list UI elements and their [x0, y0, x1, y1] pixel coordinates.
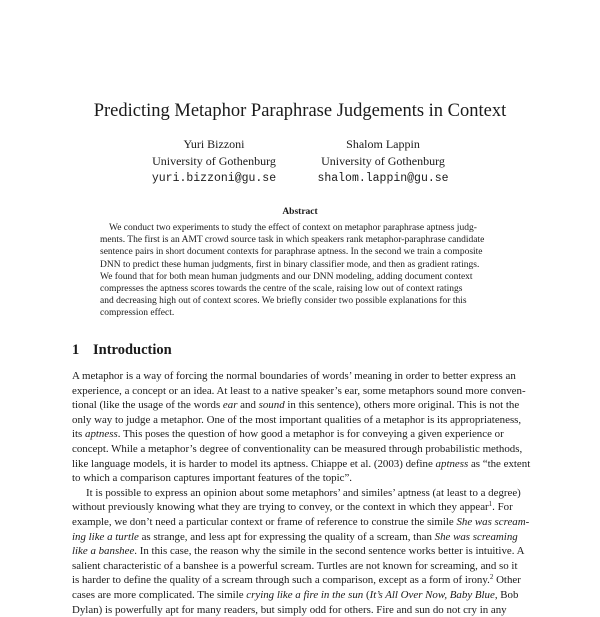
para2-line: [72, 515, 529, 530]
author-block-2: [283, 136, 483, 187]
para2-line: salient characteristic of a banshee is a powerful scream. Turtles are not known for screaming, and so it: [72, 559, 529, 574]
para1-line: only way to judge a metaphor. One of the most important qualities of a metaphor is its appropriateness,: [72, 413, 529, 428]
para2-line: Dylan) is powerfully apt for many readers, but simply odd for others. Fire and sun do not cry in any: [72, 603, 529, 617]
text-run: example, we don’t need a particular context or frame of reference to construe the simile: [72, 516, 456, 528]
abstract-line: sentence pairs in short document contexts for paraphrase aptness. In the second we train a composite: [100, 246, 500, 258]
emphasis: aptness: [85, 428, 118, 440]
text-run: , Bob: [495, 589, 519, 601]
text-run: its: [72, 428, 85, 440]
footnote-marker[interactable]: 2: [490, 573, 494, 581]
author-name: Shalom Lappin: [283, 136, 483, 153]
text-run: cases are more complicated. The simile: [72, 589, 246, 601]
emphasis: sound: [259, 399, 285, 411]
abstract-line: and decreasing high out of context scores. We briefly consider two possible explanations for this: [100, 295, 500, 307]
para1-line: [72, 398, 529, 413]
footnote-marker[interactable]: 1: [489, 500, 493, 508]
para1-line: [72, 457, 529, 472]
text-run: tional (like the usage of the words: [72, 399, 223, 411]
abstract-text: [100, 222, 500, 320]
abstract-line: compresses the aptness scores towards the centre of the scale, raising low out of context ratings: [100, 283, 500, 295]
text-run: without previously knowing what they are trying to convey, or the context in which they appear: [72, 501, 489, 513]
author-name: Yuri Bizzoni: [114, 136, 314, 153]
text-run: . This poses the question of how good a metaphor is for conveying a given experience or: [118, 428, 504, 440]
text-run: like language models, it is harder to model its aptness. Chiappe et al. (2003) define: [72, 458, 436, 470]
para2-line: [72, 544, 529, 559]
para1-line: [72, 427, 529, 442]
abstract-heading: Abstract: [0, 206, 600, 218]
emphasis: crying like a fire in the sun: [246, 589, 363, 601]
emphasis: It’s All Over Now, Baby Blue: [370, 589, 495, 601]
para2-line: [72, 573, 529, 588]
body-text: [72, 369, 529, 617]
para1-line: experience, a concept or an idea. At least to a native speaker’s ear, some metaphors sound more conven-: [72, 384, 529, 399]
abstract-line: We found that for both mean human judgments and our DNN modeling, adding document context: [100, 271, 500, 283]
para2-line: [72, 530, 529, 545]
section-title: Introduction: [93, 342, 172, 358]
text-run: as strange, and less apt for expressing the quality of a scream, than: [139, 531, 435, 543]
para1-line: concept. While a metaphor’s degree of conventionality can be measured through probabilistic methods,: [72, 442, 529, 457]
author-affiliation: University of Gothenburg: [114, 153, 314, 170]
para2-line: [72, 588, 529, 603]
abstract-line: We conduct two experiments to study the effect of context on metaphor paraphrase aptness judg-: [100, 222, 500, 234]
para2-line: [72, 500, 529, 515]
para1-line: to which a comparison captures important features of the topic”.: [72, 471, 529, 486]
text-run: . For: [492, 501, 513, 513]
text-run: and: [237, 399, 258, 411]
para1-line: A metaphor is a way of forcing the normal boundaries of words’ meaning in order to better express an: [72, 369, 529, 384]
text-run: Other: [493, 574, 521, 586]
author-affiliation: University of Gothenburg: [283, 153, 483, 170]
para2-line: It is possible to express an opinion about some metaphors’ and similes’ aptness (at least to a degree): [72, 486, 529, 501]
abstract-line: compression effect.: [100, 307, 500, 319]
abstract-line: DNN to predict these human judgments, first in binary classifier mode, and then as gradient ratings.: [100, 259, 500, 271]
text-run: . In this case, the reason why the simile in the second sentence works better is intuitive. A: [134, 545, 524, 557]
abstract-line: ments. The first is an AMT crowd source task in which speakers rank metaphor-paraphrase candidate: [100, 234, 500, 246]
emphasis: She was screaming: [435, 531, 518, 543]
text-run: in this sentence), others more original. This is not the: [285, 399, 520, 411]
paper-title: Predicting Metaphor Paraphrase Judgements in Context: [0, 99, 600, 123]
emphasis: aptness: [436, 458, 469, 470]
section-heading: [72, 341, 172, 359]
text-run: as “the extent: [468, 458, 530, 470]
emphasis: ear: [223, 399, 238, 411]
emphasis: ing like a turtle: [72, 531, 139, 543]
section-number: 1: [72, 341, 93, 359]
author-email: shalom.lappin@gu.se: [283, 170, 483, 187]
text-run: (: [363, 589, 369, 601]
emphasis: like a banshee: [72, 545, 134, 557]
emphasis: She was scream-: [456, 516, 529, 528]
author-email: yuri.bizzoni@gu.se: [114, 170, 314, 187]
text-run: is harder to define the quality of a scream through such a comparison, except as a form of irony.: [72, 574, 490, 586]
